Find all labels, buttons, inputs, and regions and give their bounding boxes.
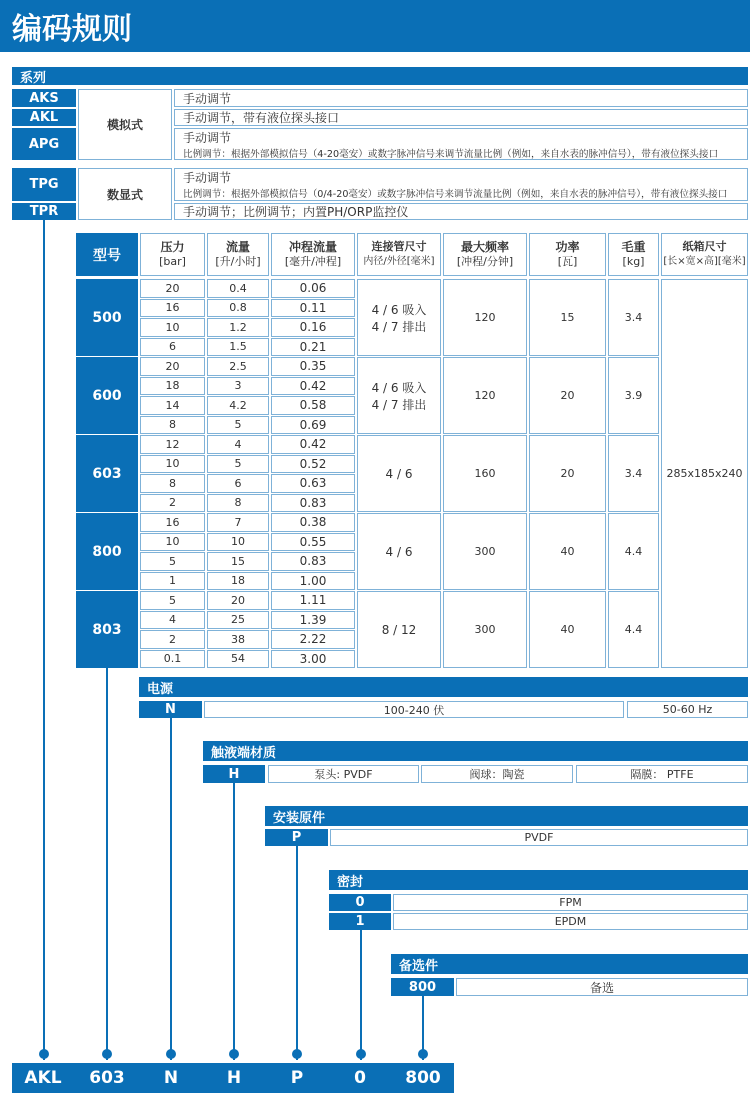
- row-flow: 0.4: [207, 279, 269, 298]
- row-pressure: 2: [140, 494, 205, 513]
- row-pressure: 2: [140, 630, 205, 649]
- install-header: 安装原件: [265, 806, 748, 826]
- option-value: 备选: [456, 978, 748, 996]
- install-code: P: [265, 829, 328, 846]
- series-code-apg: APG: [12, 128, 76, 160]
- connector-power: [170, 718, 172, 1060]
- material-head: 泵头: PVDF: [268, 765, 419, 783]
- row-flow: 18: [207, 572, 269, 591]
- power-voltage: 100-240 伏: [204, 701, 624, 718]
- series-desc-5: 手动调节；比例调节；内置PH/ORP监控仪: [174, 203, 748, 220]
- seal-code-0: 0: [329, 894, 391, 911]
- series-desc-3a: 手动调节: [183, 130, 232, 145]
- seal-header: 密封: [329, 870, 748, 890]
- install-value: PVDF: [330, 829, 748, 846]
- row-flow: 4: [207, 435, 269, 454]
- pipe-line-1: 8 / 12: [381, 622, 417, 637]
- power-header: 电源: [139, 677, 748, 697]
- connector-install: [296, 846, 298, 1060]
- row-flow: 38: [207, 630, 269, 649]
- row-pressure: 8: [140, 416, 205, 435]
- connector-seal: [360, 930, 362, 1060]
- analog-label: 模拟式: [78, 89, 172, 160]
- header-pipe: [357, 233, 441, 276]
- power-603: 20: [529, 435, 606, 512]
- page-title: 编码规则: [0, 0, 750, 52]
- row-pressure: 18: [140, 377, 205, 396]
- final-code-power: N: [140, 1063, 202, 1093]
- header-pressure-unit: [bar]: [159, 255, 186, 269]
- series-desc-4a: 手动调节: [183, 171, 232, 185]
- series-desc-4b: 比例调节：根据外部模拟信号（0/4-20毫安）或数字脉冲信号来调节流量比例（例如，来自水表的脉冲信号），带有液位探头接口: [183, 189, 728, 200]
- weight-803: 4.4: [608, 591, 659, 668]
- freq-600: 120: [443, 357, 527, 434]
- connector-model: [106, 664, 108, 1060]
- freq-803: 300: [443, 591, 527, 668]
- header-weight-name: 毛重: [621, 239, 646, 254]
- connector-dot-material: [229, 1049, 239, 1059]
- row-stroke: 1.00: [271, 572, 355, 591]
- series-code-tpr: TPR: [12, 203, 76, 220]
- row-flow: 1.5: [207, 338, 269, 357]
- row-stroke: 0.21: [271, 338, 355, 357]
- final-code-material: H: [204, 1063, 264, 1093]
- row-flow: 8: [207, 494, 269, 513]
- row-pressure: 0.1: [140, 650, 205, 669]
- series-code-aks: AKS: [12, 89, 76, 107]
- row-stroke: 0.58: [271, 396, 355, 415]
- box-size: 285x185x240: [661, 279, 748, 668]
- row-pressure: 10: [140, 318, 205, 337]
- material-ball: 阀球：陶瓷: [421, 765, 573, 783]
- row-stroke: 0.83: [271, 552, 355, 571]
- series-desc-4: [174, 168, 748, 201]
- model-800: 800: [76, 513, 138, 590]
- header-freq-unit: [冲程/分钟]: [456, 255, 514, 269]
- row-flow: 25: [207, 611, 269, 630]
- freq-603: 160: [443, 435, 527, 512]
- header-pressure: [140, 233, 205, 276]
- header-pressure-name: 压力: [160, 239, 185, 254]
- row-flow: 4.2: [207, 396, 269, 415]
- final-code-series: AKL: [12, 1063, 74, 1093]
- series-code-akl: AKL: [12, 109, 76, 126]
- header-power-name: 功率: [555, 239, 580, 254]
- power-800: 40: [529, 513, 606, 590]
- row-pressure: 6: [140, 338, 205, 357]
- series-desc-1: 手动调节: [174, 89, 748, 107]
- header-weight: [608, 233, 659, 276]
- material-code: H: [203, 765, 265, 783]
- header-stroke: [271, 233, 355, 276]
- series-code-tpg: TPG: [12, 168, 76, 201]
- pipe-800: [357, 513, 441, 590]
- row-stroke: 0.69: [271, 416, 355, 435]
- model-600: 600: [76, 357, 138, 434]
- row-stroke: 1.11: [271, 591, 355, 610]
- header-pipe-unit: 内径/外径[毫米]: [363, 256, 435, 268]
- row-pressure: 10: [140, 455, 205, 474]
- row-flow: 1.2: [207, 318, 269, 337]
- freq-500: 120: [443, 279, 527, 356]
- row-flow: 2.5: [207, 357, 269, 376]
- series-desc-3b: 比例调节：根据外部模拟信号（4-20毫安）或数字脉冲信号来调节流量比例（例如，来自水表的脉冲信号），带有液位探头接口: [183, 148, 719, 160]
- weight-500: 3.4: [608, 279, 659, 356]
- header-box: [661, 233, 748, 276]
- freq-800: 300: [443, 513, 527, 590]
- row-stroke: 0.63: [271, 474, 355, 493]
- series-desc-2: 手动调节，带有液位探头接口: [174, 109, 748, 126]
- row-flow: 3: [207, 377, 269, 396]
- row-flow: 7: [207, 513, 269, 532]
- row-stroke: 0.38: [271, 513, 355, 532]
- connector-dot-install: [292, 1049, 302, 1059]
- material-header: 触液端材质: [203, 741, 748, 761]
- row-pressure: 16: [140, 513, 205, 532]
- pipe-600: [357, 357, 441, 434]
- row-stroke: 0.52: [271, 455, 355, 474]
- material-membrane: 隔膜： PTFE: [576, 765, 748, 783]
- final-code-install: P: [266, 1063, 328, 1093]
- row-flow: 10: [207, 533, 269, 552]
- pipe-line-1: 4 / 6 吸入: [371, 302, 427, 317]
- row-pressure: 5: [140, 591, 205, 610]
- row-stroke: 0.16: [271, 318, 355, 337]
- row-pressure: 1: [140, 572, 205, 591]
- pipe-line-2: 4 / 7 排出: [371, 397, 427, 412]
- series-header: 系列: [12, 67, 748, 85]
- row-stroke: 3.00: [271, 650, 355, 669]
- row-flow: 6: [207, 474, 269, 493]
- row-stroke: 0.55: [271, 533, 355, 552]
- pipe-line-2: 4 / 7 排出: [371, 319, 427, 334]
- row-pressure: 20: [140, 279, 205, 298]
- row-stroke: 0.11: [271, 299, 355, 318]
- row-pressure: 16: [140, 299, 205, 318]
- row-stroke: 0.06: [271, 279, 355, 298]
- header-freq-name: 最大频率: [460, 239, 509, 254]
- power-803: 40: [529, 591, 606, 668]
- header-pipe-name: 连接管尺寸: [371, 240, 427, 254]
- connector-dot-option: [418, 1049, 428, 1059]
- row-pressure: 14: [140, 396, 205, 415]
- connector-dot-seal: [356, 1049, 366, 1059]
- pipe-line-1: 4 / 6: [385, 466, 413, 481]
- row-pressure: 12: [140, 435, 205, 454]
- row-pressure: 8: [140, 474, 205, 493]
- header-flow-name: 流量: [225, 239, 250, 254]
- digital-label: 数显式: [78, 168, 172, 220]
- connector-dot-series: [39, 1049, 49, 1059]
- header-power-unit: [瓦]: [557, 255, 578, 269]
- header-model: 型号: [76, 233, 138, 276]
- pipe-603: [357, 435, 441, 512]
- header-weight-unit: [kg]: [622, 255, 645, 269]
- seal-code-1: 1: [329, 913, 391, 930]
- model-603: 603: [76, 435, 138, 512]
- row-stroke: 0.42: [271, 377, 355, 396]
- row-stroke: 0.83: [271, 494, 355, 513]
- pipe-line-1: 4 / 6: [385, 544, 413, 559]
- row-flow: 54: [207, 650, 269, 669]
- header-box-unit: [长×宽×高][毫米]: [663, 256, 746, 268]
- header-freq: [443, 233, 527, 276]
- power-frequency: 50-60 Hz: [627, 701, 748, 718]
- connector-series: [43, 220, 45, 1060]
- power-500: 15: [529, 279, 606, 356]
- row-flow: 20: [207, 591, 269, 610]
- option-header: 备选件: [391, 954, 748, 974]
- option-code: 800: [391, 978, 454, 996]
- row-flow: 15: [207, 552, 269, 571]
- row-stroke: 0.42: [271, 435, 355, 454]
- final-code-model: 603: [76, 1063, 138, 1093]
- row-flow: 5: [207, 455, 269, 474]
- row-pressure: 5: [140, 552, 205, 571]
- row-flow: 0.8: [207, 299, 269, 318]
- final-code-option: 800: [392, 1063, 454, 1093]
- series-desc-3: [174, 128, 748, 160]
- pipe-line-1: 4 / 6 吸入: [371, 380, 427, 395]
- header-flow-unit: [升/小时]: [215, 255, 261, 269]
- power-code: N: [139, 701, 202, 718]
- row-stroke: 1.39: [271, 611, 355, 630]
- row-pressure: 4: [140, 611, 205, 630]
- pipe-803: [357, 591, 441, 668]
- row-stroke: 0.35: [271, 357, 355, 376]
- header-stroke-name: 冲程流量: [288, 239, 337, 254]
- seal-value-fpm: FPM: [393, 894, 748, 911]
- weight-600: 3.9: [608, 357, 659, 434]
- final-code-seal: 0: [330, 1063, 390, 1093]
- header-power: [529, 233, 606, 276]
- power-600: 20: [529, 357, 606, 434]
- seal-value-epdm: EPDM: [393, 913, 748, 930]
- header-flow: [207, 233, 269, 276]
- connector-material: [233, 783, 235, 1060]
- header-stroke-unit: [毫升/冲程]: [284, 255, 342, 269]
- model-500: 500: [76, 279, 138, 356]
- weight-603: 3.4: [608, 435, 659, 512]
- row-pressure: 20: [140, 357, 205, 376]
- row-stroke: 2.22: [271, 630, 355, 649]
- row-flow: 5: [207, 416, 269, 435]
- weight-800: 4.4: [608, 513, 659, 590]
- pipe-500: [357, 279, 441, 356]
- row-pressure: 10: [140, 533, 205, 552]
- connector-dot-model: [102, 1049, 112, 1059]
- header-box-name: 纸箱尺寸: [682, 240, 727, 254]
- connector-dot-power: [166, 1049, 176, 1059]
- model-803: 803: [76, 591, 138, 668]
